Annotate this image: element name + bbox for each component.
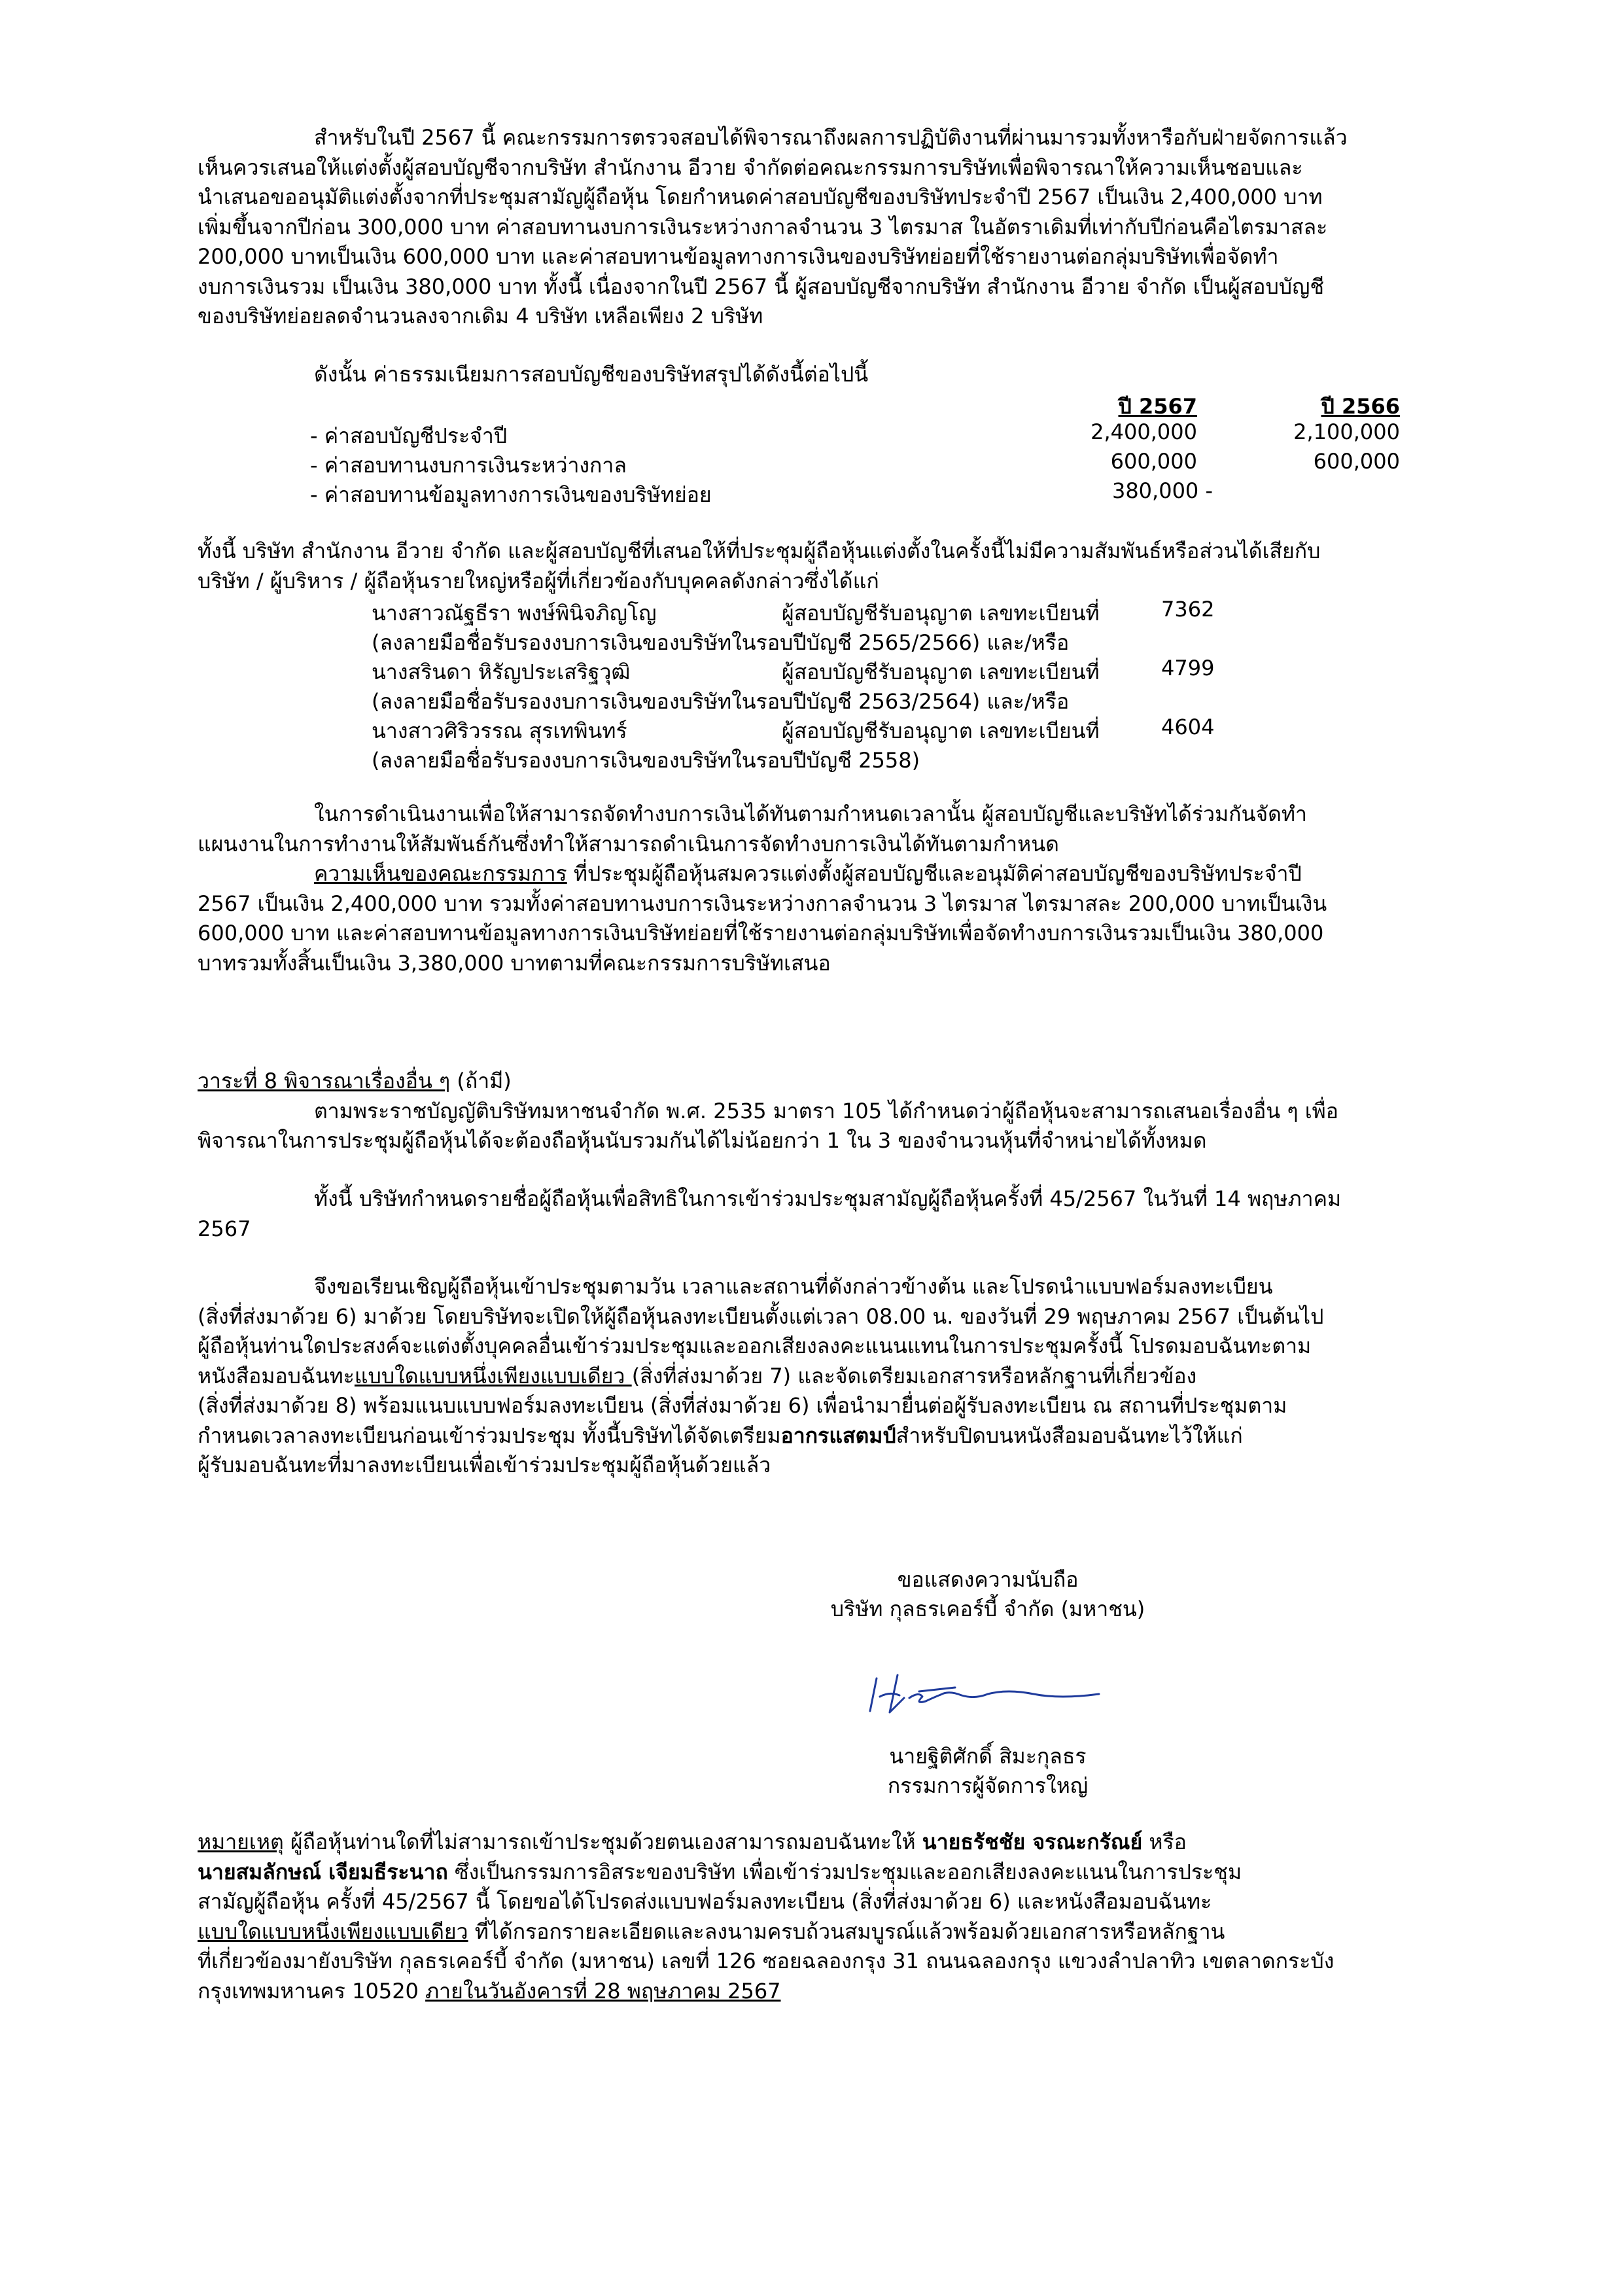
- invitation-text: กำหนดเวลาลงทะเบียนก่อนเข้าร่วมประชุม ทั้งนี้บริษัทได้จัดเตรียม: [198, 1422, 781, 1448]
- board-opinion-first-line: [198, 859, 1478, 889]
- record-date-line: ทั้งนี้ บริษัทกำหนดรายชื่อผู้ถือหุ้นเพื่อสิทธิในการเข้าร่วมประชุมสามัญผู้ถือหุ้นครั้งที่ 45/2567 ในวันที่ 14 พฤษภาคม: [314, 1186, 1342, 1211]
- signature-block: [759, 1565, 1217, 1624]
- invitation-underlined: แบบใดแบบหนึ่งเพียงแบบเดียว: [354, 1363, 632, 1388]
- board-opinion-line: 600,000 บาท และค่าสอบทานข้อมูลทางการเงินบริษัทย่อยที่ใช้รายงานต่อกลุ่มบริษัทเพื่อจัดทำงบการเงินรวมเป็นเงิน 380,000: [198, 921, 1324, 945]
- operation-line: แผนงานในการทำงานให้สัมพันธ์กันซึ่งทำให้สามารถดำเนินการจัดทำงบการเงินได้ทันตามกำหนด: [198, 831, 1059, 857]
- fee-value-2566: 600,000: [1313, 449, 1400, 474]
- agenda-8-label: วาระที่ 8 พิจารณาเรื่องอื่น ๆ: [198, 1069, 451, 1093]
- fee-value-2567: 380,000 -: [1111, 478, 1213, 503]
- intro-paragraph: [198, 123, 1478, 332]
- agenda-8-heading: [198, 1067, 1478, 1097]
- note-underlined: แบบใดแบบหนึ่งเพียงแบบเดียว: [198, 1918, 468, 1944]
- note-line: [198, 1977, 1478, 2007]
- independence-line: ทั้งนี้ บริษัท สำนักงาน อีวาย จำกัด และผู้สอบบัญชีที่เสนอให้ที่ประชุมผู้ถือหุ้นแต่งตั้งในครั้งนี้ไม่มีความสัมพันธ์หรือส่วนได้เสียกับ: [198, 539, 1321, 563]
- intro-line: 200,000 บาทเป็นเงิน 600,000 บาท และค่าสอบทานข้อมูลทางการเงินของบริษัทย่อยที่ใช้รายงานต่อกลุ่มบริษัทเพื่อจัดทำ: [198, 244, 1279, 269]
- deadline-underlined: ภายในวันอังคารที่ 28 พฤษภาคม 2567: [425, 1978, 781, 2004]
- note-line: สามัญผู้ถือหุ้น ครั้งที่ 45/2567 นี้ โดยขอได้โปรดส่งแบบฟอร์มลงทะเบียน (สิ่งที่ส่งมาด้วย 6) และหนังสือมอบฉันทะ: [198, 1889, 1212, 1914]
- operation-paragraph: [198, 800, 1478, 978]
- fee-row: [198, 449, 1478, 478]
- agenda-8-suffix: (ถ้ามี): [450, 1069, 512, 1093]
- intro-line: สำหรับในปี 2567 นี้ คณะกรรมการตรวจสอบได้พิจารณาถึงผลการปฏิบัติงานที่ผ่านมารวมทั้งหารือกับฝ่ายจัดการแล้ว: [314, 125, 1348, 150]
- auditor-reg-no: 4799: [1161, 656, 1215, 680]
- auditor-name: นางสาวศิริวรรณ สุรเทพินทร์: [372, 718, 627, 743]
- closing: ขอแสดงความนับถือ: [897, 1567, 1079, 1592]
- invitation-line: จึงขอเรียนเชิญผู้ถือหุ้นเข้าประชุมตามวัน เวลาและสถานที่ดังกล่าวข้างต้น และโปรดนำแบบฟอร์มลงทะเบียน: [314, 1274, 1273, 1299]
- fee-value-2566: 2,100,000: [1293, 419, 1400, 444]
- fee-label: - ค่าสอบทานข้อมูลทางการเงินของบริษัทย่อย: [310, 482, 712, 507]
- invitation-line: [198, 1421, 1478, 1451]
- invitation-line: (สิ่งที่ส่งมาด้วย 6) มาด้วย โดยบริษัทจะเปิดให้ผู้ถือหุ้นลงทะเบียนตั้งแต่เวลา 08.00 น. ของวันที่ 29 พฤษภาคม 2567 เป็นต้นไป: [198, 1303, 1324, 1329]
- auditor-note: (ลงลายมือชื่อรับรองงบการเงินของบริษัทในรอบปีบัญชี 2565/2566) และ/หรือ: [372, 630, 1070, 655]
- invitation-line: (สิ่งที่ส่งมาด้วย 8) พร้อมแนบแบบฟอร์มลงทะเบียน (สิ่งที่ส่งมาด้วย 6) เพื่อนำมายื่นต่อผู้รับลงทะเบียน ณ สถานที่ประชุมตาม: [198, 1393, 1287, 1418]
- board-opinion-line: 2567 เป็นเงิน 2,400,000 บาท รวมทั้งค่าสอบทานงบการเงินระหว่างกาลจำนวน 3 ไตรมาส ไตรมาสละ 200,000 บาทเป็นเงิน: [198, 891, 1327, 916]
- invitation-text: สำหรับปิดบนหนังสือมอบฉันทะไว้ให้แก่: [896, 1422, 1243, 1448]
- board-opinion-label: ความเห็นของคณะกรรมการ: [314, 861, 567, 886]
- signer-title: กรรมการผู้จัดการใหญ่: [887, 1773, 1089, 1798]
- record-date-line: 2567: [198, 1216, 251, 1241]
- fees-intro-text: ดังนั้น ค่าธรรมเนียมการสอบบัญชีของบริษัทสรุปได้ดังนี้ต่อไปนี้: [314, 362, 869, 387]
- fee-row: [198, 419, 1478, 449]
- independence-statement: [198, 537, 1478, 596]
- fee-header-row: [198, 390, 1478, 419]
- invitation-line: [198, 1362, 1478, 1392]
- auditor-note: (ลงลายมือชื่อรับรองงบการเงินของบริษัทในรอบปีบัญชี 2558): [372, 748, 920, 773]
- board-opinion-line: บาทรวมทั้งสิ้นเป็นเงิน 3,380,000 บาทตามที่คณะกรรมการบริษัทเสนอ: [198, 950, 831, 976]
- proxy-director-2: นายสมลักษณ์ เจียมธีระนาถ: [198, 1859, 448, 1884]
- invitation-line: ผู้ถือหุ้นท่านใดประสงค์จะแต่งตั้งบุคคลอื่นเข้าร่วมประชุมและออกเสียงลงคะแนนแทนในการประชุมครั้งนี้ โปรดมอบฉันทะตาม: [198, 1333, 1312, 1358]
- proxy-director-1: นายธรัชชัย จรณะกรัณย์: [922, 1829, 1143, 1854]
- note-text: ผู้ถือหุ้นท่านใดที่ไม่สามารถเข้าประชุมด้วยตนเองสามารถมอบฉันทะให้: [283, 1829, 922, 1854]
- note-line: [198, 1828, 1478, 1858]
- note-line: [198, 1858, 1478, 1888]
- board-opinion-text: ที่ประชุมผู้ถือหุ้นสมควรแต่งตั้งผู้สอบบัญชีและอนุมัติค่าสอบบัญชีของบริษัทประจำปี: [567, 861, 1302, 886]
- stamp-duty-bold: อากรแสตมป์: [780, 1422, 896, 1448]
- intro-line: เพิ่มขึ้นจากปีก่อน 300,000 บาท ค่าสอบทานงบการเงินระหว่างกาลจำนวน 3 ไตรมาส ในอัตราเดิมที่เท่ากับปีก่อนคือไตรมาสละ: [198, 214, 1328, 239]
- invitation-text: (สิ่งที่ส่งมาด้วย 7) และจัดเตรียมเอกสารหรือหลักฐานที่เกี่ยวข้อง: [631, 1363, 1197, 1388]
- agenda-8: [198, 1067, 1478, 1156]
- intro-line: งบการเงินรวม เป็นเงิน 380,000 บาท ทั้งนี้ เนื่องจากในปี 2567 นี้ ผู้สอบบัญชีจากบริษัท สำนักงาน อีวาย จำกัด เป็นผู้สอบบัญชี: [198, 274, 1325, 299]
- fee-label: - ค่าสอบบัญชีประจำปี: [310, 423, 508, 448]
- fee-row: [198, 478, 1478, 508]
- intro-line: เห็นควรเสนอให้แต่งตั้งผู้สอบบัญชีจากบริษัท สำนักงาน อีวาย จำกัดต่อคณะกรรมการบริษัทเพื่อพิจารณาให้ความเห็นชอบและ: [198, 154, 1303, 180]
- note-text: กรุงเทพมหานคร 10520: [198, 1978, 426, 2004]
- fee-value-2567: 2,400,000: [1091, 419, 1197, 444]
- auditor-note: (ลงลายมือชื่อรับรองงบการเงินของบริษัทในรอบปีบัญชี 2563/2564) และ/หรือ: [372, 689, 1070, 714]
- note-text: หรือ: [1142, 1829, 1187, 1854]
- auditor-role: ผู้สอบบัญชีรับอนุญาต เลขทะเบียนที่: [782, 718, 1100, 743]
- invitation-text: หนังสือมอบฉันทะ: [198, 1363, 355, 1388]
- auditor-name: นางสาวณัฐธีรา พงษ์พินิจภิญโญ: [372, 601, 657, 626]
- auditor-role: ผู้สอบบัญชีรับอนุญาต เลขทะเบียนที่: [782, 660, 1100, 684]
- note-label: หมายเหตุ: [198, 1829, 284, 1854]
- intro-line: นำเสนอขออนุมัติแต่งตั้งจากที่ประชุมสามัญผู้ถือหุ้น โดยกำหนดค่าสอบบัญชีของบริษัทประจำปี 2567 เป็นเงิน 2,400,000 บาท: [198, 185, 1323, 209]
- independence-line: บริษัท / ผู้บริหาร / ผู้ถือหุ้นรายใหญ่หรือผู้ที่เกี่ยวข้องกับบุคคลดังกล่าวซึ่งได้แก่: [198, 568, 879, 593]
- auditor-role: ผู้สอบบัญชีรับอนุญาต เลขทะเบียนที่: [782, 601, 1100, 626]
- fees-intro: [198, 360, 1478, 390]
- auditor-reg-no: 7362: [1161, 597, 1215, 622]
- note-text: ซึ่งเป็นกรรมการอิสระของบริษัท เพื่อเข้าร่วมประชุมและออกเสียงลงคะแนนในการประชุม: [447, 1859, 1242, 1884]
- operation-line: ในการดำเนินงานเพื่อให้สามารถจัดทำงบการเงินได้ทันตามกำหนดเวลานั้น ผู้สอบบัญชีและบริษัทได้ร่วมกันจัดทำ: [314, 802, 1307, 826]
- company-name: บริษัท กุลธรเคอร์บี้ จำกัด (มหาชน): [830, 1597, 1145, 1621]
- agenda-8-line: พิจารณาในการประชุมผู้ถือหุ้นได้จะต้องถือหุ้นนับรวมกันได้ไม่น้อยกว่า 1 ใน 3 ของจำนวนหุ้นที่จำหน่ายได้ทั้งหมด: [198, 1128, 1207, 1153]
- note-line: [198, 1917, 1478, 1947]
- auditor-reg-no: 4604: [1161, 715, 1215, 739]
- note-paragraph: [198, 1828, 1478, 2006]
- signer-name: นายฐิติศักดิ์ สิมะกุลธร: [889, 1744, 1087, 1769]
- invitation-line: ผู้รับมอบฉันทะที่มาลงทะเบียนเพื่อเข้าร่วมประชุมผู้ถือหุ้นด้วยแล้ว: [198, 1453, 771, 1477]
- fee-value-2567: 600,000: [1110, 449, 1197, 474]
- record-date: [198, 1184, 1478, 1244]
- intro-line: ของบริษัทย่อยลดจำนวนลงจากเดิม 4 บริษัท เหลือเพียง 2 บริษัท: [198, 304, 763, 328]
- handwritten-signature: [864, 1665, 1125, 1724]
- agenda-8-line: ตามพระราชบัญญัติบริษัทมหาชนจำกัด พ.ศ. 2535 มาตรา 105 ได้กำหนดว่าผู้ถือหุ้นจะสามารถเสนอเรื่องอื่น ๆ เพื่อ: [314, 1098, 1338, 1123]
- auditor-name: นางสรินดา หิรัญประเสริฐวุฒิ: [372, 660, 631, 684]
- note-text: ที่ได้กรอกรายละเอียดและลงนามครบถ้วนสมบูรณ์แล้วพร้อมด้วยเอกสารหรือหลักฐาน: [468, 1918, 1225, 1944]
- fee-col-2566-header: ปี 2566: [1321, 394, 1400, 419]
- signer-block: [759, 1742, 1217, 1801]
- invitation-paragraph: [198, 1272, 1478, 1481]
- fee-col-2567-header: ปี 2567: [1118, 394, 1197, 419]
- fee-label: - ค่าสอบทานงบการเงินระหว่างกาล: [310, 453, 627, 478]
- note-line: ที่เกี่ยวข้องมายังบริษัท กุลธรเคอร์บี้ จำกัด (มหาชน) เลขที่ 126 ซอยฉลองกรุง 31 ถนนฉลองกรุง แขวงลำปลาทิว เขตลาดกระบัง: [198, 1949, 1335, 1973]
